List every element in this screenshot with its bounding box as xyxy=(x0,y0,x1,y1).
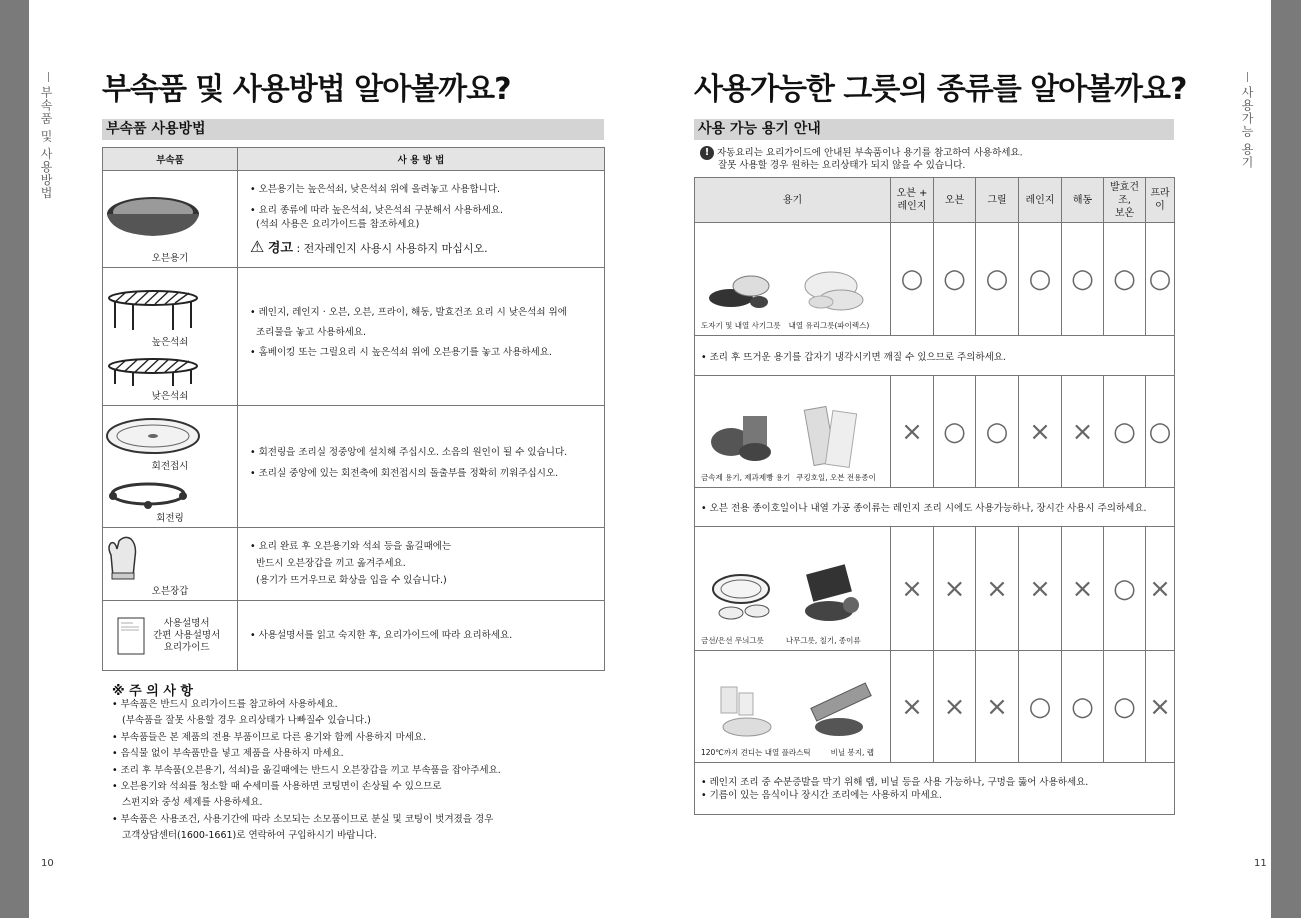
usage-line: • 회전링을 조리실 정중앙에 설치해 주십시오. 소음의 원인이 될 수 있습니다. xyxy=(250,446,568,458)
page-title: 부속품 및 사용방법 알아볼까요? xyxy=(102,72,511,107)
ceramic-glass-image xyxy=(701,250,881,320)
note-row xyxy=(695,763,1175,815)
warning-line xyxy=(250,236,604,256)
container-cell xyxy=(695,376,891,488)
mark-cell: ○ xyxy=(976,223,1019,336)
mark-cell: × xyxy=(1019,376,1062,488)
accessory-name: 오븐용기 xyxy=(151,253,189,264)
mark-cell: × xyxy=(1062,376,1104,488)
accessory-name: 간편 사용설명서 xyxy=(153,629,221,641)
oven-tray-image xyxy=(103,190,203,250)
usage-line: • 사용설명서를 읽고 숙지한 후, 요리가이드에 따라 요리하세요. xyxy=(250,629,513,641)
mark-cell: ○ xyxy=(1104,223,1146,336)
usage-line: (용기가 뜨거우므로 화상을 입을 수 있습니다.) xyxy=(256,575,447,586)
accessory-name: 낮은석쇠 xyxy=(151,391,189,402)
note-line: • 부속품들은 본 제품의 전용 부품이므로 다른 용기와 함께 사용하지 마세요. xyxy=(112,731,427,743)
side-label: 부속품 및 사용방법 xyxy=(39,86,53,200)
note-line: 스펀지와 중성 세제를 사용하세요. xyxy=(122,797,263,809)
table-row xyxy=(695,223,1175,336)
container-table xyxy=(694,177,1175,815)
col-header-usage: 사 용 방 법 xyxy=(238,148,605,171)
plastic-wrap-image xyxy=(701,677,881,747)
col-header: 그릴 xyxy=(976,178,1019,223)
mark-cell: ○ xyxy=(1062,651,1104,763)
usage-line: • 오븐용기는 높은석쇠, 낮은석쇠 위에 올려놓고 사용합니다. xyxy=(250,183,501,195)
section-header: 사용 가능 용기 안내 xyxy=(694,119,1174,140)
mark-cell: × xyxy=(1062,527,1104,651)
mark-cell: × xyxy=(1019,527,1062,651)
accessory-name: 회전링 xyxy=(156,513,184,524)
table-row xyxy=(695,527,1175,651)
left-gutter xyxy=(0,0,29,918)
warning-text: : 전자레인지 사용시 사용하지 마십시오. xyxy=(292,241,488,255)
usage-cell xyxy=(238,601,605,671)
note-line: • 조리 후 부속품(오븐용기, 석쇠)을 옮길때에는 반드시 오븐장갑을 끼고 부속품을 잡아주세요. xyxy=(112,764,501,776)
mark-cell: × xyxy=(891,651,934,763)
accessory-cell xyxy=(103,268,238,406)
mark-cell: × xyxy=(891,376,934,488)
mark-cell: ○ xyxy=(934,376,976,488)
usage-line: • 요리 완료 후 오븐용기와 석쇠 등을 옮길때에는 xyxy=(250,541,452,552)
note-line: (부속품을 잘못 사용할 경우 요리상태가 나빠질수 있습니다.) xyxy=(122,715,371,727)
page-title: 사용가능한 그릇의 종류를 알아볼까요? xyxy=(694,72,1187,107)
intro-line: 잘못 사용할 경우 원하는 요리상태가 되지 않을 수 있습니다. xyxy=(718,160,966,171)
mark-cell: ○ xyxy=(1062,223,1104,336)
note-line: 고객상담센터(1600-1661)로 연락하여 구입하시기 바랍니다. xyxy=(122,830,377,842)
col-header: 해동 xyxy=(1062,178,1104,223)
roller-ring-image xyxy=(103,480,193,510)
metal-foil-image xyxy=(701,402,881,472)
warning-triangle-icon: ⚠ xyxy=(250,236,265,256)
mark-cell: ○ xyxy=(1146,376,1175,488)
usage-line: (석쇠 사용은 요리가이드를 참조하세요) xyxy=(256,218,420,230)
col-header: 오븐 + 레인지 xyxy=(891,178,934,223)
mark-cell: ○ xyxy=(1019,651,1062,763)
usage-line: • 레인지, 레인지 · 오븐, 오븐, 프라이, 해동, 발효건조 요리 시 낮은석쇠 위에 xyxy=(250,307,567,318)
note-line: • 오븐용기와 석쇠를 청소할 때 수세미를 사용하면 코팅면이 손상될 수 있으므로 xyxy=(112,781,442,793)
accessory-name: 사용설명서 xyxy=(163,617,210,629)
note-row xyxy=(695,336,1175,376)
intro-text xyxy=(700,146,1023,171)
notes-list xyxy=(112,697,501,845)
side-tab-marker xyxy=(48,72,49,82)
exclamation-icon: ! xyxy=(700,146,714,160)
container-caption: 금속제 용기, 제과제빵 용기 xyxy=(701,473,791,482)
accessory-name: 회전접시 xyxy=(151,461,189,472)
container-caption: 금선/은선 무늬그릇 xyxy=(701,636,764,645)
mark-cell: ○ xyxy=(891,223,934,336)
mark-cell: ○ xyxy=(1019,223,1062,336)
mark-cell: ○ xyxy=(934,223,976,336)
accessory-table xyxy=(102,147,605,671)
accessory-cell xyxy=(103,406,238,528)
usage-cell xyxy=(238,528,605,601)
container-caption: 쿠킹호일, 오븐 전용종이 xyxy=(796,473,876,482)
mark-cell: ○ xyxy=(1104,527,1146,651)
usage-line: • 홈베이킹 또는 그릴요리 시 높은석쇠 위에 오븐용기를 놓고 사용하세요. xyxy=(250,347,552,358)
footer-note: • 기름이 있는 음식이나 장시간 조리에는 사용하지 마세요. xyxy=(701,789,942,801)
usage-cell xyxy=(238,268,605,406)
manual-book-image xyxy=(117,617,145,655)
page-number: 11 xyxy=(1254,858,1267,869)
side-tab-marker xyxy=(1247,72,1248,82)
container-cell xyxy=(695,223,891,336)
mark-cell: ○ xyxy=(1104,651,1146,763)
footer-note: • 레인지 조리 중 수분증발을 막기 위해 랩, 비닐 등을 사용 가능하나, 구멍을 뚫어 사용하세요. xyxy=(701,776,1089,788)
col-header: 오븐 xyxy=(934,178,976,223)
page-number: 10 xyxy=(41,858,54,869)
note-line: • 음식물 없이 부속품만을 넣고 제품을 사용하지 마세요. xyxy=(112,748,344,760)
container-cell xyxy=(695,527,891,651)
mark-cell: × xyxy=(934,527,976,651)
footer-notes xyxy=(695,763,1175,815)
usage-cell xyxy=(238,406,605,528)
container-caption: 120℃까지 견디는 내열 플라스틱 xyxy=(701,748,811,757)
mark-cell: × xyxy=(976,527,1019,651)
mark-cell: × xyxy=(976,651,1019,763)
table-row xyxy=(695,376,1175,488)
warning-label: 경고 xyxy=(267,240,293,256)
section-header: 부속품 사용방법 xyxy=(102,119,604,140)
col-header-accessory: 부속품 xyxy=(103,148,238,171)
mark-cell: × xyxy=(934,651,976,763)
header-row xyxy=(695,178,1175,223)
mark-cell: × xyxy=(891,527,934,651)
side-label: 사용가능 용기 xyxy=(1240,86,1254,169)
accessory-name: 요리가이드 xyxy=(163,641,210,653)
mark-cell: × xyxy=(1146,527,1175,651)
turntable-image xyxy=(103,416,203,456)
left-page xyxy=(29,0,650,918)
right-page xyxy=(650,0,1271,918)
mark-cell: ○ xyxy=(1104,376,1146,488)
high-rack-image xyxy=(103,288,203,332)
note-line: • 부속품은 사용조건, 사용기간에 따라 소모되는 소모품이므로 분실 및 코팅이 벗겨졌을 경우 xyxy=(112,813,494,825)
row-note: • 오븐 전용 종이호일이나 내열 가공 종이류는 레인지 조리 시에도 사용가능하나, 장시간 사용시 주의하세요. xyxy=(695,488,1175,527)
intro-line: 자동요리는 요리가이드에 안내된 부속품이나 용기를 참고하여 사용하세요. xyxy=(717,147,1023,159)
right-gutter xyxy=(1271,0,1301,918)
mark-cell: ○ xyxy=(976,376,1019,488)
accessory-cell xyxy=(103,601,238,671)
accessory-cell xyxy=(103,171,238,268)
gilded-wood-paper-image xyxy=(701,555,881,635)
col-header: 용기 xyxy=(695,178,891,223)
usage-cell xyxy=(238,171,605,268)
table-row xyxy=(695,651,1175,763)
container-cell xyxy=(695,651,891,763)
usage-line: 반드시 오븐장갑을 끼고 옮겨주세요. xyxy=(256,558,406,569)
note-row xyxy=(695,488,1175,527)
low-rack-image xyxy=(103,356,203,388)
accessory-cell xyxy=(103,528,238,601)
mark-cell: ○ xyxy=(1146,223,1175,336)
usage-line: • 요리 종류에 따라 높은석쇠, 낮은석쇠 구분해서 사용하세요. xyxy=(250,204,504,216)
accessory-name: 오븐장갑 xyxy=(151,586,189,597)
col-header: 프라이 xyxy=(1146,178,1175,223)
row-note: • 조리 후 뜨거운 용기를 갑자기 냉각시키면 깨질 수 있으므로 주의하세요. xyxy=(695,336,1175,376)
note-line: • 부속품은 반드시 요리가이드를 참고하여 사용하세요. xyxy=(112,699,338,710)
notes-title: ※ 주 의 사 항 xyxy=(112,684,193,699)
oven-mitt-image xyxy=(103,533,143,583)
col-header: 발효건조, 보온 xyxy=(1104,178,1146,223)
container-caption: 도자기 및 내열 사기그릇 xyxy=(701,321,781,330)
mark-cell: × xyxy=(1146,651,1175,763)
usage-line: • 조리실 중앙에 있는 회전축에 회전접시의 돌출부를 정확히 끼워주십시오. xyxy=(250,467,559,479)
container-caption: 비닐 봉지, 랩 xyxy=(830,748,874,757)
accessory-name: 높은석쇠 xyxy=(151,337,189,348)
container-caption: 내열 유리그릇(파이렉스) xyxy=(788,321,870,330)
usage-line: 조리물을 놓고 사용하세요. xyxy=(256,327,367,338)
col-header: 레인지 xyxy=(1019,178,1062,223)
container-caption: 나무그릇, 칠기, 종이류 xyxy=(785,636,861,645)
